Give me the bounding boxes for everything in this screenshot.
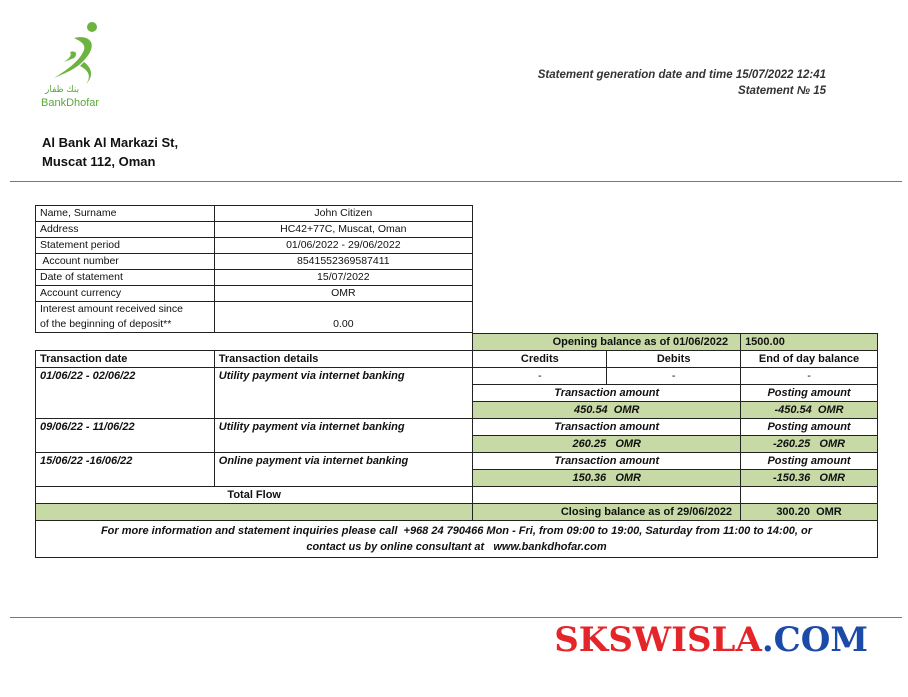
- info-row: [36, 302, 473, 333]
- watermark-tld: COM: [773, 620, 868, 660]
- credits-value: -: [473, 368, 607, 385]
- closing-balance-label: Closing balance as of 29/06/2022: [473, 504, 741, 521]
- table-row: [36, 453, 878, 470]
- logo-arabic-text: بنك ظفار: [45, 84, 80, 94]
- opening-spacer: [36, 334, 473, 351]
- debits-value: -: [607, 368, 741, 385]
- total-flow-empty: [741, 487, 878, 504]
- info-value: 8541552369587411: [214, 254, 472, 270]
- transaction-details: Utility payment via internet banking: [214, 368, 473, 419]
- info-value: 0.00: [214, 302, 472, 333]
- info-value: OMR: [214, 286, 472, 302]
- posting-amount-label: Posting amount: [741, 453, 878, 470]
- transactions-table: [35, 333, 878, 558]
- col-debits: Debits: [607, 351, 741, 368]
- top-divider: [10, 181, 902, 182]
- total-flow-empty: [473, 487, 741, 504]
- info-row: [36, 238, 473, 254]
- watermark-logo: [554, 620, 868, 660]
- column-header-row: [36, 351, 878, 368]
- interest-label-line2: of the beginning of deposit**: [40, 318, 172, 330]
- watermark-dot: .: [761, 620, 774, 660]
- info-row: [36, 286, 473, 302]
- total-flow-row: [36, 487, 878, 504]
- bank-address-line1: Al Bank Al Markazi St,: [42, 135, 179, 150]
- col-transaction-date: Transaction date: [36, 351, 215, 368]
- posting-amount-label: Posting amount: [741, 385, 878, 402]
- transaction-date: 15/06/22 -16/06/22: [36, 453, 215, 487]
- closing-balance-row: [36, 504, 878, 521]
- info-value: HC42+77C, Muscat, Oman: [214, 222, 472, 238]
- info-value: 15/07/2022: [214, 270, 472, 286]
- opening-balance-value: 1500.00: [741, 334, 878, 351]
- total-flow-label: Total Flow: [36, 487, 473, 504]
- transaction-amount-value: 260.25 OMR: [473, 436, 741, 453]
- info-label: Account currency: [36, 286, 215, 302]
- opening-balance-row: [36, 334, 878, 351]
- bank-address-line2: Muscat 112, Oman: [42, 154, 156, 169]
- generation-datetime: Statement generation date and time 15/07/2022 12:41: [537, 69, 826, 81]
- bottom-divider: [10, 617, 902, 618]
- info-row: [36, 222, 473, 238]
- footer-row: [36, 521, 878, 558]
- table-row: [36, 368, 878, 385]
- info-row: [36, 254, 473, 270]
- col-credits: Credits: [473, 351, 607, 368]
- footer-line1: For more information and statement inquiries please call +968 24 790466 Mon - Fri, from 09:00 to 19:00, Saturday from 11:00 to 14:00, or: [100, 525, 813, 537]
- info-value: John Citizen: [214, 206, 472, 222]
- info-label: Date of statement: [36, 270, 215, 286]
- posting-amount-value: -260.25 OMR: [741, 436, 878, 453]
- transaction-details: Utility payment via internet banking: [214, 419, 473, 453]
- footer-note: [36, 521, 878, 558]
- opening-balance-label: Opening balance as of 01/06/2022: [473, 334, 741, 351]
- bank-address: [42, 133, 178, 171]
- statement-number: Statement № 15: [738, 85, 826, 97]
- footer-line2: contact us by online consultant at www.bankdhofar.com: [306, 541, 607, 553]
- col-transaction-details: Transaction details: [214, 351, 473, 368]
- info-row: [36, 270, 473, 286]
- col-end-of-day-balance: End of day balance: [741, 351, 878, 368]
- transaction-date: 01/06/22 - 02/06/22: [36, 368, 215, 419]
- closing-balance-value: 300.20 OMR: [741, 504, 878, 521]
- eod-balance-value: -: [741, 368, 878, 385]
- info-label: Name, Surname: [36, 206, 215, 222]
- posting-amount-value: -450.54 OMR: [741, 402, 878, 419]
- transaction-amount-label: Transaction amount: [473, 419, 741, 436]
- table-row: [36, 419, 878, 436]
- transaction-details: Online payment via internet banking: [214, 453, 473, 487]
- watermark-main: SKSWISLA: [554, 620, 762, 660]
- transaction-amount-value: 450.54 OMR: [473, 402, 741, 419]
- posting-amount-value: -150.36 OMR: [741, 470, 878, 487]
- transaction-amount-value: 150.36 OMR: [473, 470, 741, 487]
- transaction-amount-label: Transaction amount: [473, 453, 741, 470]
- info-label: [36, 302, 215, 333]
- info-label: Statement period: [36, 238, 215, 254]
- transaction-date: 09/06/22 - 11/06/22: [36, 419, 215, 453]
- statement-header: [538, 67, 826, 99]
- info-label: Address: [36, 222, 215, 238]
- closing-spacer: [36, 504, 473, 521]
- interest-label-line1: Interest amount received since: [40, 303, 183, 315]
- info-value: 01/06/2022 - 29/06/2022: [214, 238, 472, 254]
- transaction-amount-label: Transaction amount: [473, 385, 741, 402]
- info-row: [36, 206, 473, 222]
- logo-english-text: BankDhofar: [41, 97, 100, 109]
- posting-amount-label: Posting amount: [741, 419, 878, 436]
- info-label: Account number: [36, 254, 215, 270]
- account-info-table: [35, 205, 473, 333]
